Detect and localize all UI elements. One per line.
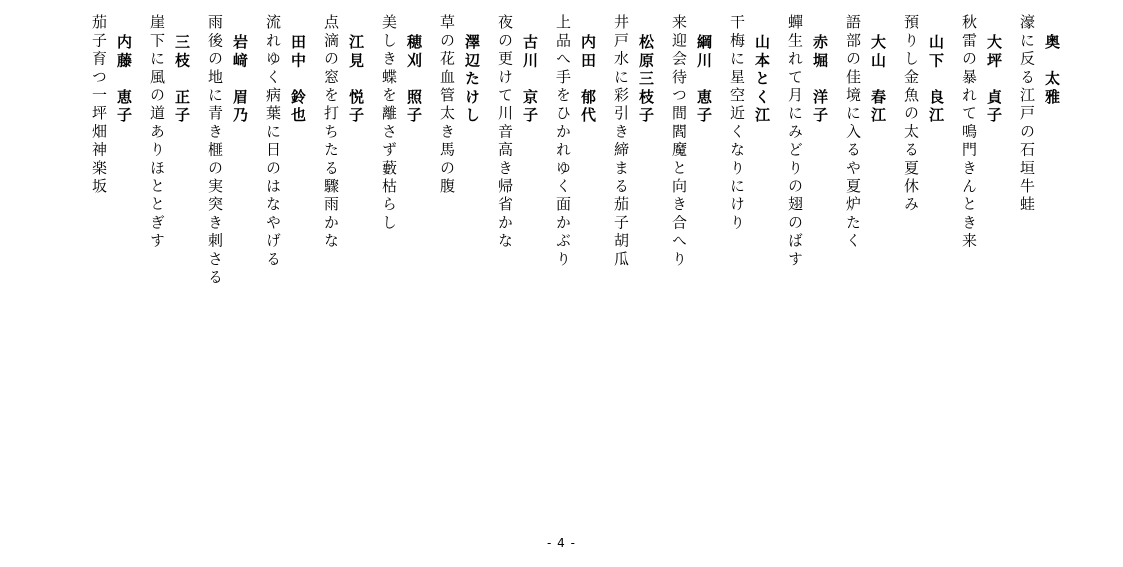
haiku-text: 秋雷の暴れて鳴門きんとき来 xyxy=(960,14,978,251)
haiku-entry xyxy=(729,12,769,232)
haiku-columns xyxy=(73,12,1059,512)
haiku-entry xyxy=(439,12,479,196)
haiku-entry xyxy=(207,12,247,287)
haiku-text: 雨後の地に青き榧の実突き刺さる xyxy=(206,14,224,287)
haiku-text: 濠に反る江戸の石垣牛蛙 xyxy=(1018,14,1036,215)
haiku-entry xyxy=(845,12,885,251)
author-name: 内藤 恵子 xyxy=(115,34,133,125)
haiku-entry xyxy=(497,12,537,251)
author-name: 岩﨑 眉乃 xyxy=(231,34,249,125)
haiku-text: 流れゆく病葉に日のはなやげる xyxy=(264,14,282,269)
haiku-text: 崖下に風の道ありほととぎす xyxy=(148,14,166,251)
haiku-text: 預りし金魚の太る夏休み xyxy=(902,14,920,215)
haiku-text: 夜の更けて川音高き帰省かな xyxy=(496,14,514,251)
author-name: 古川 京子 xyxy=(521,34,539,125)
haiku-entry xyxy=(323,12,363,251)
haiku-text: 来迎会待つ間閻魔と向き合へり xyxy=(670,14,688,269)
author-name: 澤辺たけし xyxy=(463,34,481,125)
author-name: 赤堀 洋子 xyxy=(811,34,829,125)
haiku-entry xyxy=(961,12,1001,251)
haiku-text: 井戸水に彩引き締まる茄子胡瓜 xyxy=(612,14,630,269)
author-name: 山本とく江 xyxy=(753,34,771,125)
author-name: 大山 春江 xyxy=(869,34,887,125)
haiku-entry xyxy=(903,12,943,214)
haiku-entry xyxy=(91,12,131,196)
haiku-text: 上品へ手をひかれゆく面かぶり xyxy=(554,14,572,269)
author-name: 綱川 恵子 xyxy=(695,34,713,125)
haiku-text: 蟬生れて月にみどりの翅のばす xyxy=(786,14,804,269)
haiku-entry xyxy=(787,12,827,269)
haiku-entry xyxy=(265,12,305,269)
author-name: 内田 郁代 xyxy=(579,34,597,125)
haiku-entry xyxy=(555,12,595,269)
haiku-entry xyxy=(613,12,653,269)
author-name: 三枝 正子 xyxy=(173,34,191,125)
author-name: 松原三枝子 xyxy=(637,34,655,125)
haiku-text: 語部の佳境に入るや夏炉たく xyxy=(844,14,862,251)
haiku-text: 美しき蝶を離さず藪枯らし xyxy=(380,14,398,233)
haiku-text: 点滴の窓を打ちたる驟雨かな xyxy=(322,14,340,251)
author-name: 大坪 貞子 xyxy=(985,34,1003,125)
page-number: - 4 - xyxy=(547,536,576,550)
haiku-entry xyxy=(381,12,421,232)
haiku-entry xyxy=(671,12,711,269)
author-name: 奥 太雅 xyxy=(1043,34,1061,107)
author-name: 江見 悦子 xyxy=(347,34,365,125)
haiku-entry xyxy=(149,12,189,251)
haiku-text: 茄子育つ一坪畑神楽坂 xyxy=(90,14,108,196)
author-name: 山下 良江 xyxy=(927,34,945,125)
author-name: 田中 鈴也 xyxy=(289,34,307,125)
haiku-text: 干梅に星空近くなりにけり xyxy=(728,14,746,233)
author-name: 穂刈 照子 xyxy=(405,34,423,125)
haiku-text: 草の花血管太き馬の腹 xyxy=(438,14,456,196)
haiku-entry xyxy=(1019,12,1059,214)
